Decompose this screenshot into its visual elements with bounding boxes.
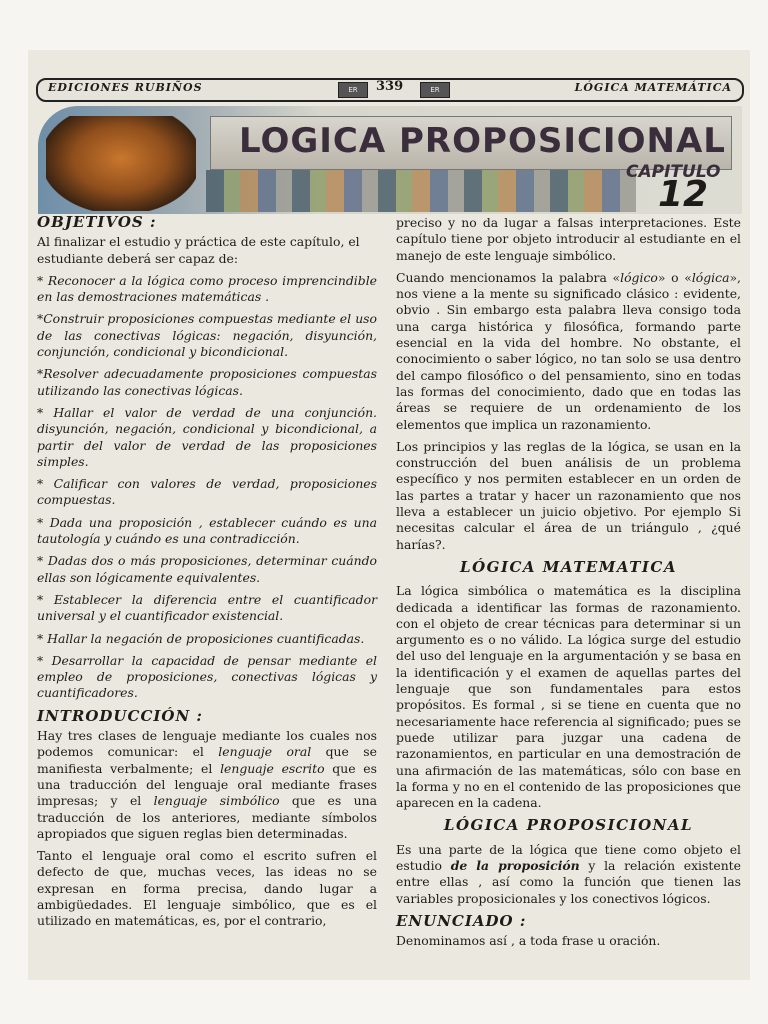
left-column — [37, 214, 377, 936]
book-title: LÓGICA MATEMÁTICA — [574, 81, 732, 94]
objective-item: * Reconocer a la lógica como proceso imprencindible en las demostraciones matemáticas . — [37, 272, 377, 305]
objective-item: * Hallar el valor de verdad de una conjunción. disyunción, negación, condicional y bicondicional, a partir del valor de verdad de las proposiciones simples. — [37, 404, 377, 469]
banner-image-strip — [206, 170, 636, 212]
running-header — [36, 78, 744, 102]
intro-paragraph-1: Hay tres clases de lenguaje mediante los cuales nos podemos comunicar: el lenguaje oral que se manifiesta verbalmente; el lenguaje escrito que es una traducción del lenguaje oral mediante frases impresas; y el lenguaje simbólico que es una traducción de los anteriores, mediante símbolos apropiados que siguen reglas bien determinadas. — [37, 728, 377, 841]
logica-proposicional-heading: LÓGICA PROPOSICIONAL — [443, 816, 694, 835]
objetivos-intro: Al finalizar el estudio y práctica de este capítulo, el estudiante deberá ser capaz de: — [37, 234, 360, 266]
page-number: 339 — [376, 79, 404, 94]
chapter-title: LOGICA PROPOSICIONAL — [239, 121, 726, 161]
objective-item: * Dadas dos o más proposiciones, determinar cuándo ellas son lógicamente equivalentes. — [37, 553, 377, 585]
chapter-label: CAPITULO — [626, 162, 721, 182]
objective-item: *Construir proposiciones compuestas mediante el uso de las conectivas lógicas: negación, disyunción, conjunción, condicional y bicondicional. — [37, 311, 377, 360]
objective-item: * Establecer la diferencia entre el cuantificador universal y el cuantificador existencial. — [37, 591, 377, 624]
right-paragraph-2: Cuando mencionamos la palabra «lógico» o «lógica», nos viene a la mente su significado clásico : evidente, obvio . Sin embargo esta palabra lleva consigo toda una carga histórica y filosófica, formando parte esencial en la vida del hombre. No obstante, el conocimiento o saber lógico, no tan solo se usa dentro del campo filosófico o del pensamiento, sino en todas las formas del conocimiento, dado que en todas las áreas se requiere de un ordenamiento de los elementos que implica un razonamiento. — [396, 269, 741, 432]
chapter-number: 12 — [658, 174, 709, 215]
objective-item: *Resolver adecuadamente proposiciones compuestas utilizando las conectivas lógicas. — [37, 366, 377, 398]
objective-item: * Calificar con valores de verdad, proposiciones compuestas. — [37, 476, 377, 508]
publisher-logo-left: ER — [338, 82, 368, 98]
objetivos-heading: OBJETIVOS : — [37, 213, 157, 231]
publisher-logo-right: ER — [420, 82, 450, 98]
right-paragraph-4: La lógica simbólica o matemática es la disciplina dedicada a identificar las formas de razonamiento. con el objeto de crear técnicas para determinar si un argumento es o no válido. La lógica surge del estudio del uso del lenguaje en la argumentación y se basa en la identificación y el examen de aquellas partes del lenguaje que son fundamentales para estos propósitos. Es formal , si se tiene en cuenta que no necesariamente hace referencia al significado; pues se puede utilizar para juzgar una cadena de razonamientos, en particular en una demostración de una afirmación de las matemáticas, sólo con base en la forma y no en el contenido de las proposiciones que aparecen en la cadena. — [396, 583, 741, 811]
chapter-banner — [38, 106, 742, 214]
enunciado-heading: ENUNCIADO : — [396, 911, 527, 930]
right-paragraph-3: Los principios y las reglas de la lógica, se usan en la construcción del buen análisis de un problema específico y nos permiten establecer en un orden de las partes a tratar y hacer un razonamiento que nos lleva a establecer un juicio objetivo. Por ejemplo Si necesitas calcular el área de un triángulo , ¿qué harías?. — [396, 438, 741, 552]
objective-item: * Desarrollar la capacidad de pensar mediante el empleo de proposiciones, conectivas lógicas y cuantificadores. — [37, 652, 377, 701]
right-paragraph-1: preciso y no da lugar a falsas interpretaciones. Este capítulo tiene por objeto introducir al estudiante en el manejo de este lenguaje simbólico. — [396, 215, 741, 263]
objective-item: * Dada una proposición , establecer cuándo es una tautología y cuándo es una contradicción. — [37, 514, 377, 547]
right-column — [396, 215, 741, 955]
right-paragraph-5: Es una parte de la lógica que tiene como objeto el estudio de la proposición y la relación existente entre ellas , así como la función que tienen las variables proposicionales y los conectivos lógicos. — [396, 841, 741, 906]
tiger-illustration — [46, 116, 196, 211]
right-paragraph-6: Denominamos así , a toda frase u oración. — [396, 933, 661, 949]
intro-paragraph-2: Tanto el lenguaje oral como el escrito sufren el defecto de que, muchas veces, las ideas no se expresan en forma precisa, dando lugar a ambigüedades. El lenguaje simbólico, que es el utilizado en matemáticas, es, por el contrario, — [37, 848, 377, 929]
objective-item: * Hallar la negación de proposiciones cuantificadas. — [37, 630, 365, 646]
publisher-name: EDICIONES RUBIÑOS — [48, 81, 203, 94]
logica-matematica-heading: LÓGICA MATEMATICA — [460, 557, 677, 576]
introduccion-heading: INTRODUCCIÓN : — [37, 706, 203, 725]
